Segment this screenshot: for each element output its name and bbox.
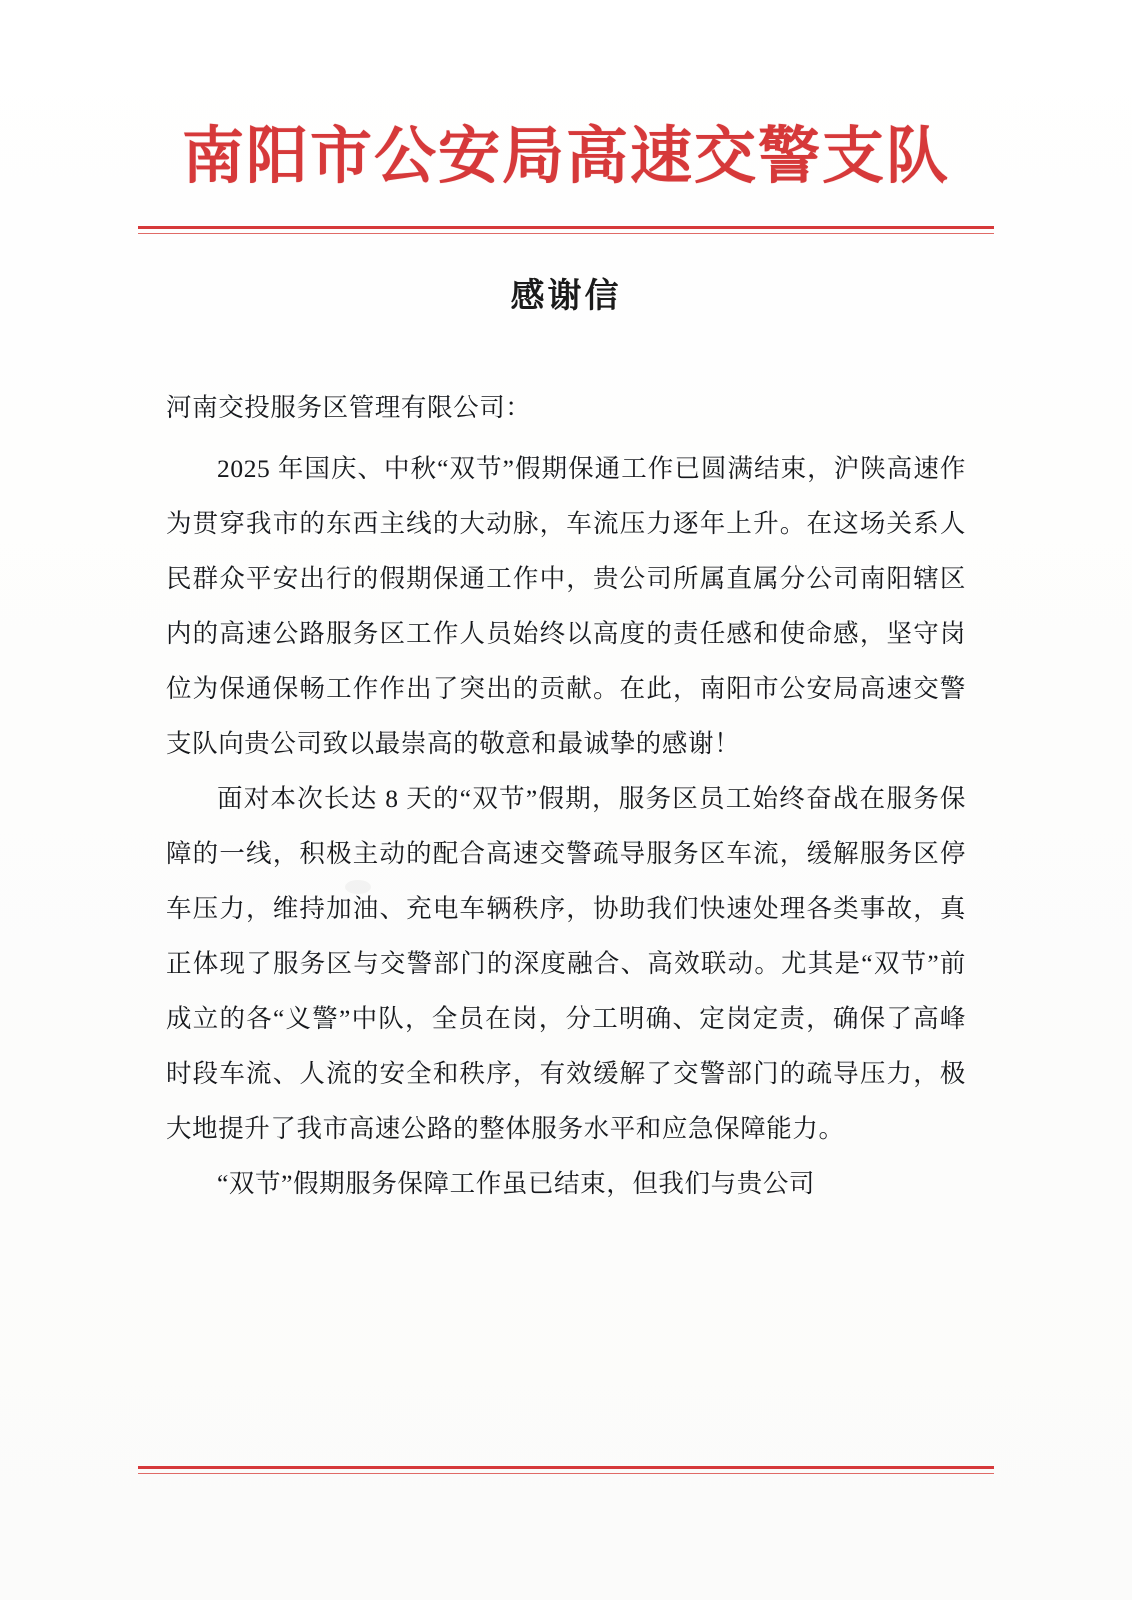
letterhead-organization: 南阳市公安局高速交警支队 <box>181 119 950 192</box>
salutation: 河南交投服务区管理有限公司： <box>166 393 532 422</box>
footer-rule-thick <box>138 1466 994 1469</box>
document-body <box>166 380 966 1211</box>
letterhead-rule-thin <box>138 233 994 234</box>
body-paragraph-2: 面对本次长达 8 天的“双节”假期，服务区员工始终奋战在服务保障的一线，积极主动的配合高速交警疏导服务区车流，缓解服务区停车压力，维持加油、充电车辆秩序，协助我们快速处理各类事故，真正体现了服务区与交警部门的深度融合、高效联动。尤其是“双节”前成立的各“义警”中队，全员在岗，分工明确、定岗定责，确保了高峰时段车流、人流的安全和秩序，有效缓解了交警部门的疏导压力，极大地提升了我市高速公路的整体服务水平和应急保障能力。 <box>166 784 966 1143</box>
letterhead-rule-thick <box>138 226 994 229</box>
scan-blemish <box>345 880 371 894</box>
letterhead <box>0 119 1132 192</box>
body-paragraph-3: “双节”假期服务保障工作虽已结束，但我们与贵公司 <box>217 1169 816 1198</box>
document-title: 感谢信 <box>510 276 622 316</box>
footer-rule-thin <box>138 1473 994 1474</box>
body-paragraph-1: 2025 年国庆、中秋“双节”假期保通工作已圆满结束，沪陕高速作为贯穿我市的东西主线的大动脉，车流压力逐年上升。在这场关系人民群众平安出行的假期保通工作中，贵公司所属直属分公司南阳辖区内的高速公路服务区工作人员始终以高度的责任感和使命感，坚守岗位为保通保畅工作作出了突出的贡献。在此，南阳市公安局高速交警支队向贵公司致以最崇高的敬意和最诚挚的感谢！ <box>166 454 966 758</box>
